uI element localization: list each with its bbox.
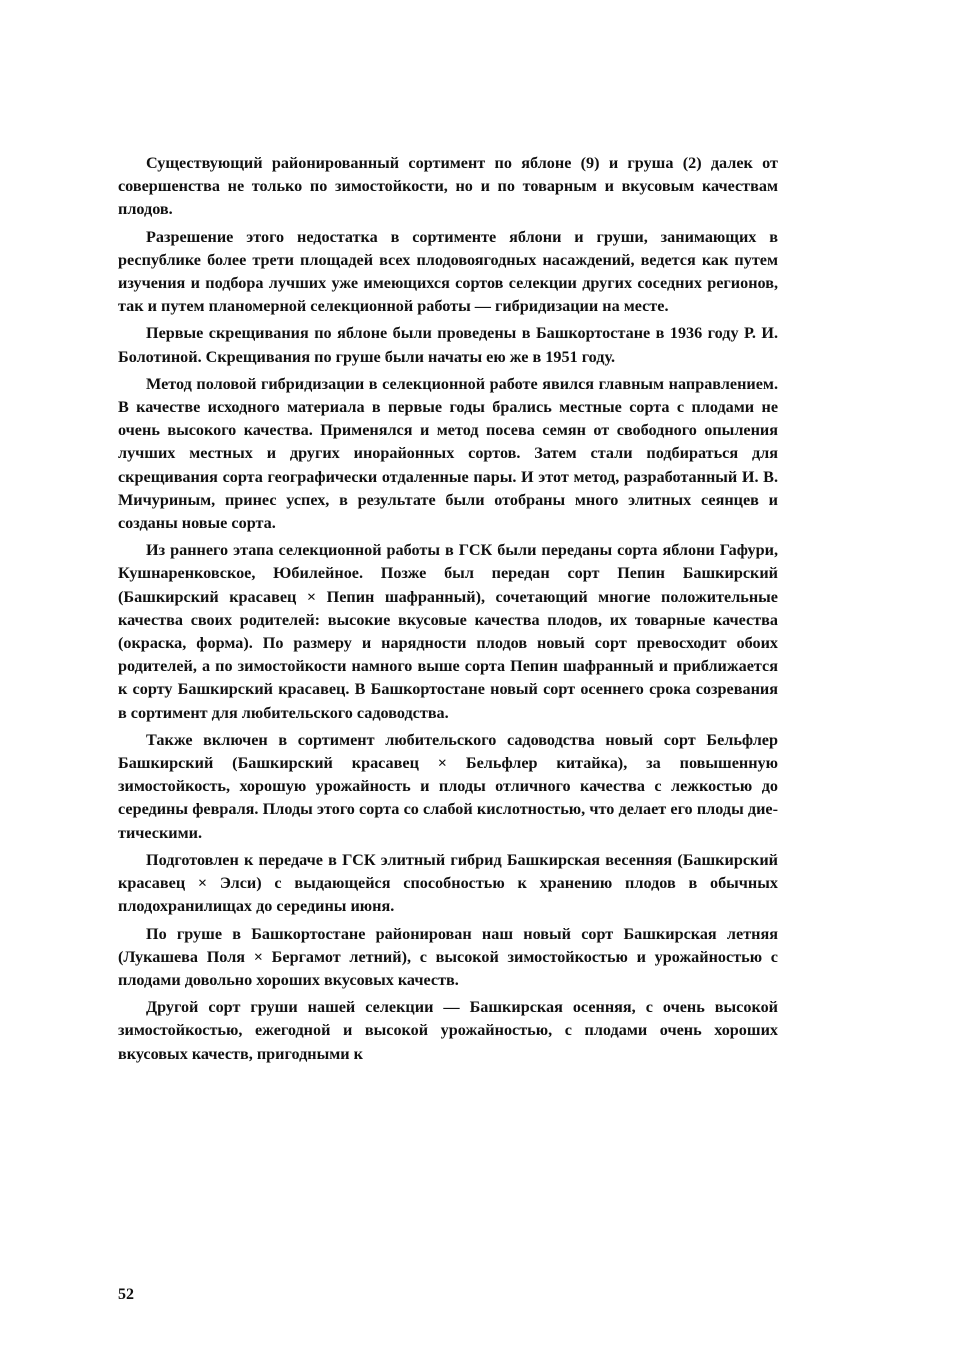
paragraph: Также включен в сортимент любительского садоводства новый сорт Бельфлер Башкирский (Башкирский красавец × Бельфлер китайка), за повышенную зимостойкость, хорошую урожайность и плоды отличного качества с лежкостью до середины февраля. Плоды этого сорта со слабой кислотностью, что делает его плоды диетическими. [118, 730, 778, 842]
paragraph: Существующий районированный сортимент по яблоне (9) и груша (2) далек от совершенства не только по зимостойкости, но и по товарным и вкусовым качествам плодов. [118, 154, 778, 219]
paragraph: Другой сорт груши нашей селекции — Башкирская осенняя, с очень высокой зимостойкостью, ежегодной и высокой урожайностью, с плодами очень хороших вкусовых качеств, пригодными к [118, 998, 778, 1063]
paragraph: По груше в Башкортостане районирован наш новый сорт Башкирская летняя (Лукашева Поля × Бергамот летний), с высокой зимостойкостью и урожайностью с плодами довольно хороших вкусовых качеств. [118, 924, 778, 989]
paragraph: Из раннего этапа селекционной работы в ГСК были переданы сорта яблони Гафури, Кушнаренковское, Юбилейное. Позже был передан сорт Пепин Башкирский (Башкирский красавец × Пепин шафранный), сочетающий многие положительные качества своих родителей: высокие вкусовые качества плодов, их товарные качества (окраска, форма). По размеру и нарядности плодов новый сорт превосходит обоих родителей, а по зимостойкости намного выше сорта Пепин шафранный и приближается к сорту Башкирский красавец. В Башкортостане новый сорт осеннего срока созревания в сортимент для любительского садоводства. [118, 541, 778, 722]
paragraph: Разрешение этого недостатка в сортименте яблони и груши, занимающих в республике более трети площадей всех плодовоягодных насаждений, ведется как путем изучения и подбора лучших уже имеющихся сортов селекции других соседних регионов, так и путем планомерной селекционной работы — гибридизации на месте. [118, 227, 778, 316]
paragraph: Метод половой гибридизации в селекционной работе явился главным направлением. В качестве исходного материала в первые годы брались местные сорта с плодами не очень высокого качества. Применялся и метод посева семян от свободного опыления лучших местных и других инорайонных сортов. Затем стали подбираться для скрещивания сорта географически отдаленные пары. И этот метод, разработанный И. В. Мичуриным, принес успех, в результате были отобраны много элитных сеянцев и созданы новые сорта. [118, 374, 778, 533]
body-text [118, 152, 778, 1070]
paragraph: Подготовлен к передаче в ГСК элитный гибрид Башкирская весенняя (Башкирский красавец × Элси) с выдающейся способностью к хранению плодов в обычных плодохранилищах до середины июня. [118, 850, 778, 916]
paragraph: Первые скрещивания по яблоне были проведены в Башкортостане в 1936 году Р. И. Болотиной. Скрещивания по груше были начаты ею же в 1951 году. [118, 324, 778, 366]
page-number: 52 [118, 1286, 134, 1303]
